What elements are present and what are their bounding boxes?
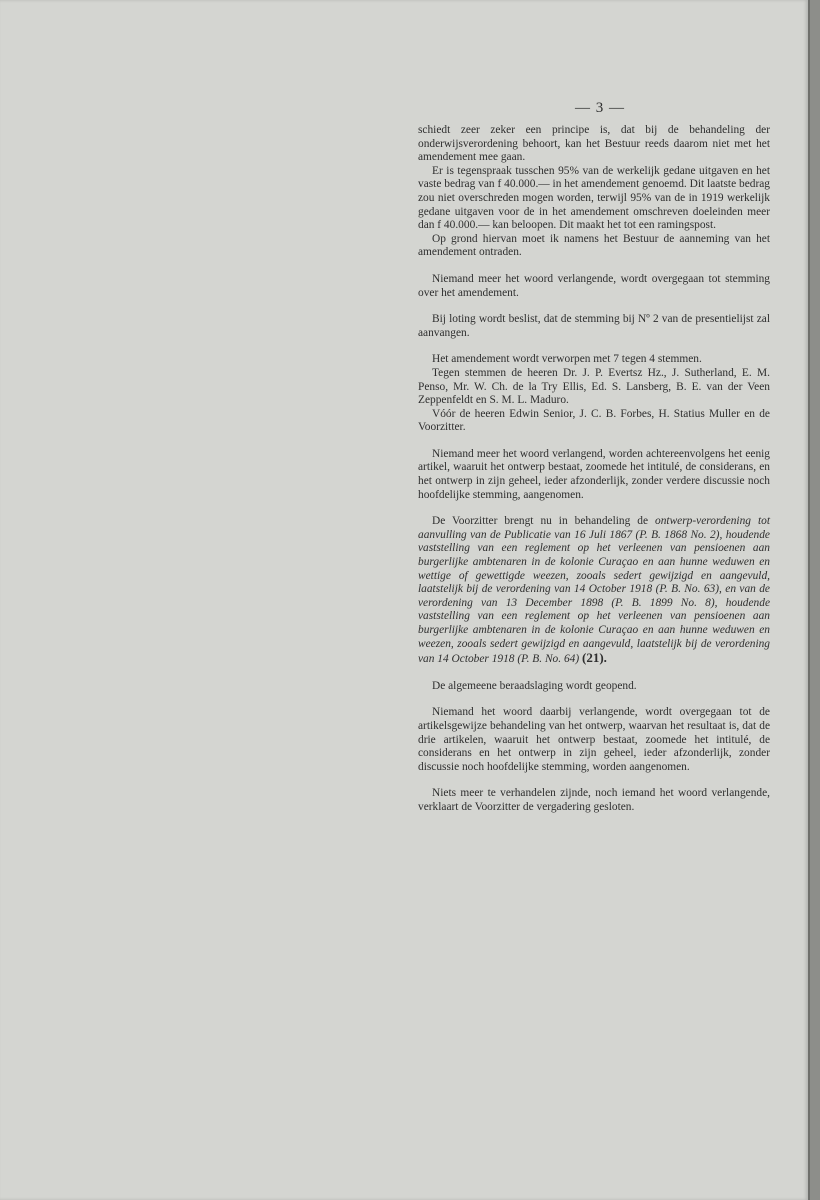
paragraph-verworpen: Het amendement wordt verworpen met 7 tegen 4 stemmen. [432,353,702,366]
page-number: — 3 — [575,100,625,116]
paragraph-tegenspraak: Er is tegenspraak tusschen 95% van de werkelijk gedane uitgaven en het vaste bedrag van f 40.000.— in het amendement genoemd. Dit laatste bedrag zou niet overschreden mogen worden, terwijl 95% van de in 1919 werkelijk gedane uitgaven voor de in het amendement omschreven doeleinden meer dan f 40.000.— kan beloopen. Dit maakt het tot een ramingspost. [418,164,770,232]
paragraph-ontwerp [418,515,770,667]
paragraph-voor: Vóór de heeren Edwin Senior, J. C. B. Forbes, H. Statius Muller en de Voorzitter. [418,407,770,434]
paragraph-beraadslaging: De algemeene beraadslaging wordt geopend. [432,679,637,692]
intro-text: De Voorzitter brengt nu in behandeling de [432,515,649,528]
paragraph-loting: Bij loting wordt beslist, dat de stemming bij Nº 2 van de presentielijst zal aanvangen. [418,313,770,339]
paragraph-tegen: Tegen stemmen de heeren Dr. J. P. Evertsz Hz., J. Sutherland, E. M. Penso, Mr. W. Ch. de la Try Ellis, Ed. S. Lansberg, B. E. van der Veen Zeppenfeldt en S. M. L. Maduro. [418,366,770,407]
reference-number: (21). [582,650,607,666]
paragraph-aangenomen: Niemand meer het woord verlangend, worden achtereenvolgens het eenig artikel, waaruit het ontwerp bestaat, zoomede het intitulé, de considerans, en het ontwerp in zijn geheel, ieder afzonderlijk, zonder verdere discussie noch hoofdelijke stemming, aangenomen. [418,447,770,501]
paragraph-stemming: Niemand meer het woord verlangende, wordt overgegaan tot stemming over het amendement. [418,272,770,299]
paragraph-ontraden: Op grond hiervan moet ik namens het Bestuur de aanneming van het amendement ontraden. [418,232,770,259]
paragraph-continuation: schiedt zeer zeker een principe is, dat bij de behandeling der onderwijsverordening behoort, kan het Bestuur reeds daarom niet met het amendement mee gaan. [418,124,770,164]
text-column [418,124,770,815]
paragraph-gesloten: Niets meer te verhandelen zijnde, noch iemand het woord verlangende, verklaart de Voorzitter de vergadering gesloten. [418,787,770,813]
paragraph-artikelsgewijze: Niemand het woord daarbij verlangende, wordt overgegaan tot de artikelsgewijze behandeling van het ontwerp, waarvan het resultaat is, dat de drie artikelen, waaruit het ontwerp bestaat, zoomede het intitulé, de considerans en het ontwerp in zijn geheel, ieder afzonderlijk, zonder discussie noch hoofdelijke stemming, worden aangenomen. [418,706,770,773]
ontwerp-title: ontwerp-verordening tot aanvulling van de Publicatie van 16 Juli 1867 (P. B. 1868 No. 2), houdende vaststelling van een reglement op het verleenen van pensioenen aan burgerlijke ambtenaren in de kolonie Curaçao en aan hunne weduwen en wettige of gewettigde weezen, zooals sedert gewijzigd en aangevuld, laatstelijk bij de verordening van 14 October 1918 (P. B. No. 63), en van de verordening van 13 December 1898 (P. B. 1899 No. 8), houdende vaststelling van een reglement op het verleenen van pensioenen aan burgerlijke ambtenaren in de kolonie Curaçao en aan hunne weduwen en weezen, zooals sedert gewijzigd en aangevuld, laatstelijk bij de verordening van 14 October 1918 (P. B. No. 64) [418,515,770,666]
page-edge [808,0,810,1200]
